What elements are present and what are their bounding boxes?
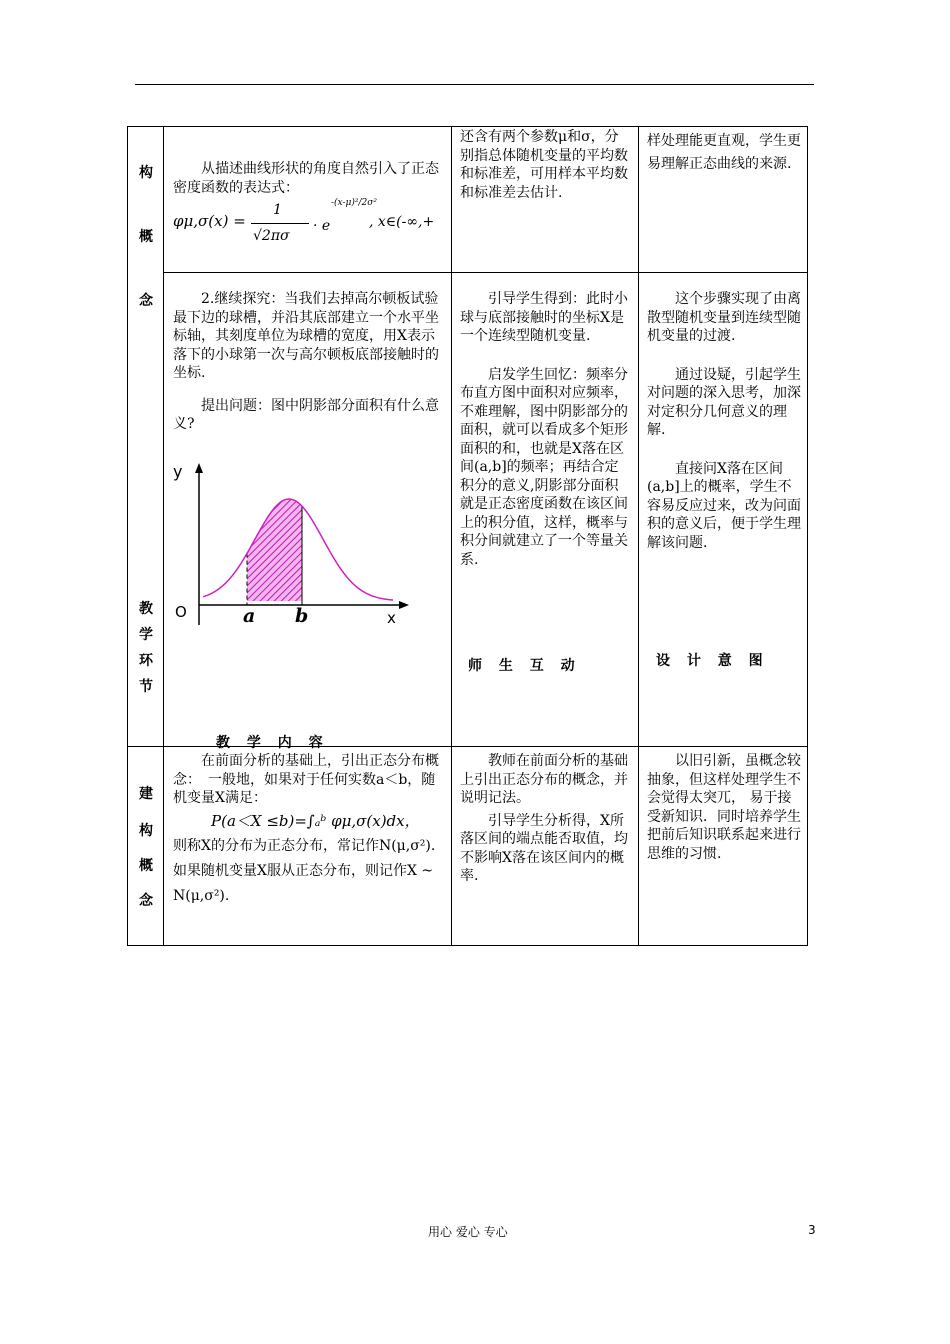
side-label-char: 教: [139, 601, 153, 617]
formula-exp-base: · e: [313, 218, 331, 234]
header-content: 教 学 内 容: [216, 735, 329, 751]
row3-content-p2: 则称X的分布为正态分布，常记作N(μ,σ²). 如果随机变量X服从正态分布，则记作X ~ N(μ,σ²).: [173, 838, 436, 904]
side-label-char: 建: [139, 786, 153, 802]
shaded-area: [247, 499, 302, 601]
row2-content-p2: 提出问题：图中阴影部分面积有什么意义?: [173, 397, 439, 432]
row1-interaction-text: 还含有两个参数μ和σ，分别指总体随机变量的平均数和标准差，可用样本平均数和标准差去估计.: [460, 129, 628, 201]
side-label-char: 环: [139, 653, 153, 669]
row2-design: [647, 290, 801, 552]
row1-design: [647, 130, 801, 176]
row2-design-p1: 这个步骤实现了由离散型随机变量到连续型随机变量的过渡.: [647, 291, 801, 344]
row3-interaction: [460, 752, 632, 886]
row3-design-text: 以旧引新，虽概念较抽象，但这样处理学生不会觉得太突兀， 易于接受新知识．同时培养学生把前后知识联系起来进行思维的习惯.: [647, 753, 801, 862]
row1-content-text: 从描述曲线形状的角度自然引入了正态密度函数的表达式：: [173, 161, 439, 196]
footer-slogan: 用心 爱心 专心: [428, 1225, 508, 1239]
table-divider: [638, 126, 639, 946]
formula-domain: , x∈(-∞,+: [369, 214, 435, 230]
side-label-char: 念: [139, 293, 153, 309]
row2-design-p3: 直接问X落在区间(a,b]上的概率，学生不容易反应过来，改为问面积的意义后，便于学生理解该问题.: [647, 460, 801, 551]
row3-content-p1: 在前面分析的基础上，引出正态分布概念： 一般地，如果对于任何实数a＜b，随机变量X满足：: [173, 753, 439, 806]
formula-fraction-bar: [251, 223, 309, 224]
row3-formula: P(a＜X ≤b)=∫ₐᵇ φμ,σ(x)dx，: [211, 811, 420, 830]
table-divider: [451, 126, 452, 946]
b-label: b: [295, 605, 309, 627]
row3-content: [173, 752, 445, 909]
row2-content: [173, 290, 445, 434]
x-axis-label: x: [387, 609, 396, 627]
a-label: a: [243, 605, 256, 627]
header-interaction: 师 生 互 动: [468, 658, 581, 674]
formula-numerator: 1: [273, 202, 282, 218]
side-label-char: 念: [139, 893, 153, 909]
side-label-char: 学: [139, 627, 153, 643]
side-label-char: 构: [139, 165, 153, 181]
row3-design: [647, 752, 801, 863]
row1-interaction: [460, 128, 632, 202]
row1-design-text: 样处理能更直观，学生更易理解正态曲线的来源.: [647, 133, 801, 172]
row3-interaction-p1: 教师在前面分析的基础上引出正态分布的概念，并说明记法。: [460, 753, 628, 806]
side-label-char: 节: [139, 679, 153, 695]
formula-lhs: φμ,σ(x) =: [173, 212, 246, 230]
y-axis-label: y: [173, 462, 183, 481]
table-divider: [163, 272, 807, 273]
page-number: 3: [808, 1223, 816, 1237]
row1-content: [173, 160, 445, 197]
formula-exponent: -(x-μ)²/2σ²: [331, 198, 377, 208]
header-design: 设 计 意 图: [656, 653, 769, 669]
table-divider: [163, 126, 164, 946]
formula-denominator: √2πσ: [253, 228, 290, 244]
row2-design-p2: 通过设疑，引起学生对问题的深入思考，加深对定积分几何意义的理解.: [647, 366, 801, 438]
row2-interaction-p2: 启发学生回忆：频率分布直方图中面积对应频率，不难理解，图中阴影部分的面积，就可以看成多个矩形面积的和，也就是X落在区间(a,b]的频率；再结合定积分的意义,阴影部分面积就是正态密度函数在该区间上的积分值，这样，概率与积分间就建立了一个等量关系.: [460, 366, 628, 568]
row2-content-p1: 2.继续探究：当我们去掉高尔顿板试验最下边的球槽，并沿其底部建立一个水平坐标轴，其刻度单位为球槽的宽度，用X表示落下的小球第一次与高尔顿板底部接触时的坐标.: [173, 291, 439, 381]
row2-interaction: [460, 290, 632, 569]
row2-interaction-p1: 引导学生得到：此时小球与底部接触时的坐标X是一个连续型随机变量.: [460, 291, 628, 344]
x-axis-arrow: [399, 601, 409, 609]
side-label-char: 概: [139, 858, 153, 874]
normal-curve-graph: [165, 455, 425, 635]
origin-label: O: [175, 603, 187, 621]
header-rule: [135, 84, 814, 85]
row3-interaction-p2: 引导学生分析得，X所落区间的端点能否取值，均不影响X落在该区间内的概率.: [460, 812, 628, 884]
side-label-char: 构: [139, 823, 153, 839]
y-axis-arrow: [195, 463, 203, 473]
side-label-char: 概: [139, 229, 153, 245]
density-formula: [173, 196, 451, 256]
